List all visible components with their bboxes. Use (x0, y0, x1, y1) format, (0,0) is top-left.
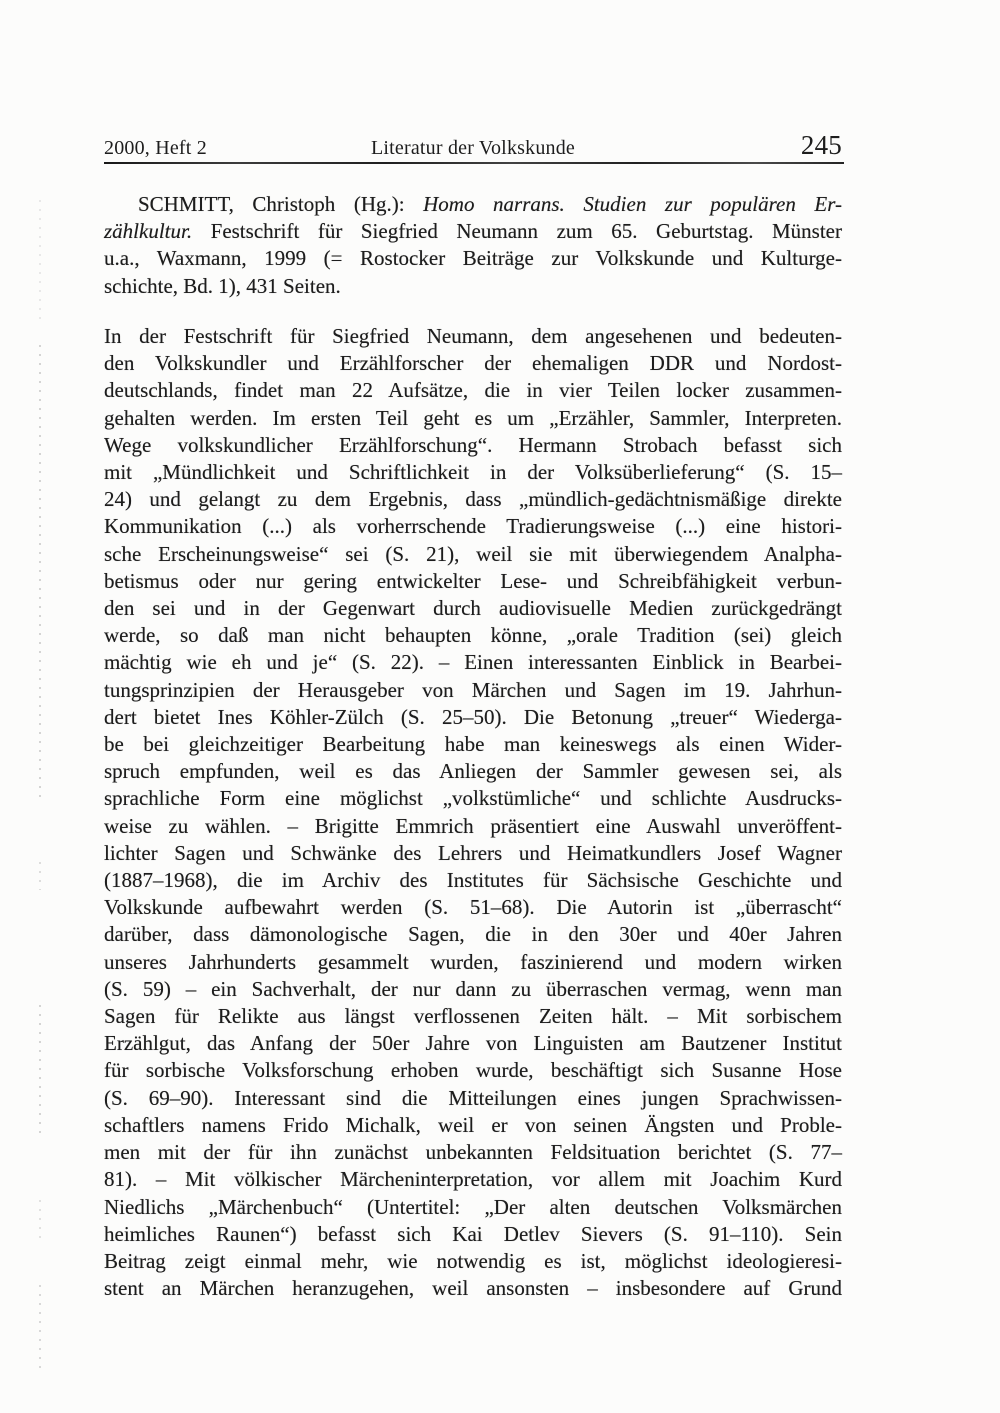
binding-dots-artifact (39, 200, 41, 320)
body-line-19: weise zu wählen. – Brigitte Emmrich präsentiert eine Auswahl unveröffent- (104, 813, 842, 838)
header-issue-label: 2000, Heft 2 (104, 137, 207, 159)
body-line-16: be bei gleichzeitiger Bearbeitung habe man keineswegs als einen Wider- (104, 732, 842, 757)
body-line-23: darüber, dass dämonologische Sagen, die in den 30er und 40er Jahren (104, 922, 842, 947)
binding-dots-artifact (39, 1005, 41, 1135)
reference-line-4: schichte, Bd. 1), 431 Seiten. (104, 273, 341, 298)
body-line-8: Kommunikation (...) als vorherrschende Tradierungsweise (...) eine histori- (104, 514, 842, 539)
reference-line-2: zählkultur. Festschrift für Siegfried Neumann zum 65. Geburtstag. Münster (104, 219, 842, 244)
body-line-28: für sorbische Volksforschung erhoben wurde, beschäftigt sich Susanne Hose (104, 1058, 842, 1083)
body-line-1: In der Festschrift für Siegfried Neumann, dem angesehenen und bedeuten- (104, 324, 842, 348)
binding-dots-artifact (39, 1285, 41, 1370)
body-line-15: dert bietet Ines Köhler-Zülch (S. 25–50). Die Betonung „treuer“ Wiederga- (104, 704, 842, 729)
body-line-20: lichter Sagen und Schwänke des Lehrers und Heimatkundlers Josef Wagner (104, 840, 842, 865)
body-line-35: Beitrag zeigt einmal mehr, wie notwendig es ist, möglichst ideologieresi- (104, 1248, 842, 1273)
body-line-32: 81). – Mit völkischer Märcheninterpretation, vor allem mit Joachim Kurd (104, 1167, 842, 1192)
header-rule (104, 162, 844, 164)
body-line-22: Volkskunde aufbewahrt werden (S. 51–68). Die Autorin ist „überrascht“ (104, 895, 842, 920)
body-line-4: gehalten werden. Im ersten Teil geht es um „Erzähler, Sammler, Interpreten. (104, 405, 842, 430)
body-line-3: deutschlands, findet man 22 Aufsätze, die in vier Teilen locker zusammen- (104, 378, 842, 403)
body-line-21: (1887–1968), die im Archiv des Institutes für Sächsische Geschichte und (104, 868, 842, 893)
book-reference-paragraph (104, 191, 842, 300)
body-line-14: tungsprinzipien der Herausgeber von Märchen und Sagen im 19. Jahrhun- (104, 677, 842, 702)
body-line-24: unseres Jahrhunderts gesammelt wurden, faszinierend und modern wirken (104, 949, 842, 974)
body-line-18: sprachliche Form eine möglichst „volkstümliche“ und schlichte Ausdrucks- (104, 786, 842, 811)
body-line-36: stent an Märchen heranzugehen, weil ansonsten – insbesondere auf Grund (104, 1276, 842, 1301)
body-line-12: werde, so daß man nicht behaupten könne, „orale Tradition (sei) gleich (104, 623, 842, 648)
body-line-30: schaftlers namens Frido Michalk, weil er von seinen Ängsten und Proble- (104, 1112, 842, 1137)
body-line-10: betismus oder nur gering entwickelter Lese- und Schreibfähigkeit verbun- (104, 568, 842, 593)
body-line-6: mit „Mündlichkeit und Schriftlichkeit in der Volksüberlieferung“ (S. 15– (104, 460, 842, 485)
header-page-number: 245 (800, 130, 842, 160)
body-line-31: men mit der für ihn zunächst unbekannten Feldsituation berichtet (S. 77– (104, 1140, 842, 1165)
body-line-2: den Volkskundler und Erzählforscher der ehemaligen DDR und Nordost- (104, 351, 842, 376)
reference-line-1: SCHMITT, Christoph (Hg.): Homo narrans. Studien zur populären Er- (138, 192, 842, 216)
binding-dots-artifact (39, 862, 41, 890)
body-line-26: Sagen für Relikte aus längst verflossenen Zeiten hält. – Mit sorbischem (104, 1004, 842, 1029)
body-line-9: sche Erscheinungsweise“ sei (S. 21), weil sie mit überwiegendem Analpha- (104, 541, 842, 566)
body-line-7: 24) und gelangt zu dem Ergebnis, dass „mündlich-gedächtnismäßige direkte (104, 487, 842, 512)
body-line-27: Erzählgut, das Anfang der 50er Jahre von Linguisten am Bautzener Institut (104, 1031, 842, 1056)
body-line-17: spruch empfunden, weil es das Anliegen der Sammler gewesen sei, als (104, 759, 842, 784)
running-header (104, 130, 842, 161)
body-line-34: heimliches Raunen“) befasst sich Kai Detlev Sievers (S. 91–110). Sein (104, 1221, 842, 1246)
body-line-33: Niedlichs „Märchenbuch“ (Untertitel: „Der alten deutschen Volksmärchen (104, 1194, 842, 1219)
binding-dots-artifact (39, 1200, 41, 1240)
body-line-11: den sei und in der Gegenwart durch audiovisuelle Medien zurückgedrängt (104, 596, 842, 621)
header-journal-title: Literatur der Volkskunde (370, 137, 576, 159)
body-line-29: (S. 69–90). Interessant sind die Mitteilungen eines jungen Sprachwissen- (104, 1085, 842, 1110)
reference-line-3: u.a., Waxmann, 1999 (= Rostocker Beiträge zur Volkskunde und Kulturge- (104, 246, 842, 271)
binding-dots-artifact (39, 345, 41, 800)
review-body-paragraph (104, 323, 842, 1302)
body-line-5: Wege volkskundlicher Erzählforschung“. Hermann Strobach befasst sich (104, 432, 842, 457)
body-line-13: mächtig wie eh und je“ (S. 22). – Einen interessanten Einblick in Bearbei- (104, 650, 842, 675)
body-line-25: (S. 59) – ein Sachverhalt, der nur dann zu überraschen vermag, wenn man (104, 976, 842, 1001)
